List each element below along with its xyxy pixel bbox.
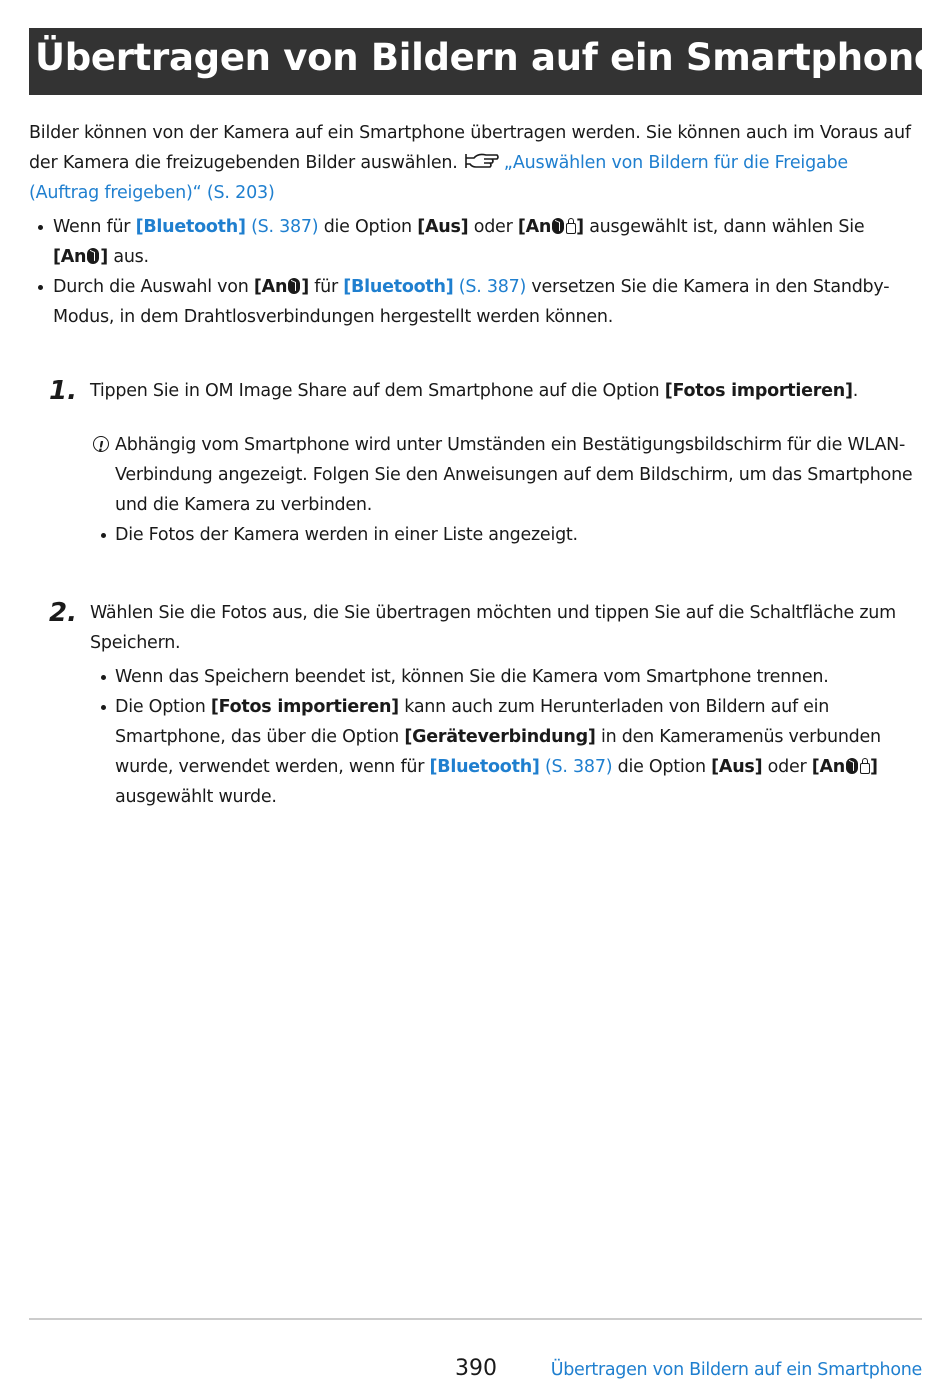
page-number: 390 — [455, 1356, 497, 1381]
text: oder — [473, 217, 513, 237]
caution-text: Abhängig vom Smartphone wird unter Umständen ein Bestätigungsbildschirm für die WLAN-Verbindung angezeigt. Folgen Sie den Anweisungen auf dem Bildschirm, um das Smartphone und die Kamera zu verbinden. — [115, 435, 913, 515]
bluetooth-icon — [288, 278, 300, 294]
caution-note — [90, 430, 914, 520]
option-geraeteverbindung: [Geräteverbindung] — [404, 727, 596, 747]
text: [An — [253, 277, 288, 297]
text: kann auch zum Herunterladen von Bildern auf ein Smartphone, das über die Option — [115, 697, 830, 747]
step-2 — [29, 598, 914, 658]
text: ] — [870, 757, 878, 777]
lock-icon — [566, 223, 576, 234]
list-item — [29, 272, 914, 332]
option-an-lock — [518, 217, 584, 237]
bluetooth-link[interactable]: [Bluetooth] — [343, 277, 454, 297]
intro-text: Bilder können von der Kamera auf ein Smartphone übertragen werden. Sie können auch im Voraus auf der Kamera die freizugebenden Bilder auswählen. — [29, 123, 911, 173]
text: die Option — [617, 757, 706, 777]
text: Durch die Auswahl von — [53, 277, 249, 297]
page-content — [29, 118, 914, 812]
text: Wenn für — [53, 217, 131, 237]
option-aus: [Aus] — [711, 757, 763, 777]
text: aus. — [113, 247, 149, 267]
bluetooth-link[interactable]: [Bluetooth] — [429, 757, 540, 777]
text: [An — [811, 757, 846, 777]
list-item — [90, 692, 914, 812]
lock-icon — [860, 763, 870, 774]
text: . — [852, 381, 859, 401]
option-an — [53, 247, 108, 267]
page-ref-link[interactable]: (S. 387) — [544, 757, 613, 777]
text: ] — [576, 217, 584, 237]
page-ref-link[interactable]: (S. 387) — [251, 217, 319, 237]
text: in den Kameramenüs verbunden wurde, verwendet werden, wenn für — [115, 727, 881, 777]
page-ref-link[interactable]: (S. 387) — [458, 277, 527, 297]
intro-bullet-list — [29, 212, 914, 332]
caution-icon — [93, 436, 109, 452]
step-2-details — [90, 662, 914, 812]
step-1 — [29, 376, 914, 406]
text: für — [314, 277, 338, 297]
option-fotos-importieren: [Fotos importieren] — [664, 381, 853, 401]
text: Die Option — [115, 697, 206, 717]
option-an — [254, 277, 309, 297]
bluetooth-link[interactable]: [Bluetooth] — [135, 217, 246, 237]
bluetooth-icon — [87, 248, 99, 264]
bluetooth-icon — [552, 218, 564, 234]
text: oder — [767, 757, 807, 777]
intro-paragraph — [29, 118, 914, 208]
step-number: 1. — [49, 376, 77, 406]
footer-divider — [29, 1318, 922, 1320]
text: Tippen Sie in OM Image Share auf dem Smartphone auf die Option — [90, 381, 660, 401]
list-item: Wenn das Speichern beendet ist, können Sie die Kamera vom Smartphone trennen. — [90, 662, 914, 692]
list-item: Die Fotos der Kamera werden in einer Liste angezeigt. — [90, 520, 914, 550]
step-text — [90, 376, 914, 406]
step-1-details — [90, 430, 914, 550]
step-1-bullets — [90, 520, 914, 550]
text: ausgewählt wurde. — [115, 787, 277, 807]
step-text: Wählen Sie die Fotos aus, die Sie übertragen möchten und tippen Sie auf die Schaltfläche zum Speichern. — [90, 603, 896, 653]
option-aus: [Aus] — [417, 217, 469, 237]
option-an-lock — [812, 757, 878, 777]
text: versetzen Sie die Kamera in den Standby-Modus, in dem Drahtlosverbindungen hergestellt werden können. — [53, 277, 890, 327]
text: die Option — [323, 217, 412, 237]
step-2-bullets — [90, 662, 914, 812]
text: ] — [301, 277, 309, 297]
title-bar — [29, 28, 939, 95]
text: [An — [53, 247, 87, 267]
intro-reference-link[interactable]: „Auswählen von Bildern für die Freigabe (Auftrag freigeben)“ (S. 203) — [29, 153, 848, 203]
page-title: Übertragen von Bildern auf ein Smartphone — [35, 36, 939, 79]
text: ] — [100, 247, 109, 267]
step-number: 2. — [49, 598, 77, 628]
list-item — [29, 212, 914, 272]
option-fotos-importieren: [Fotos importieren] — [210, 697, 399, 717]
bluetooth-icon — [846, 758, 858, 774]
footer-section-link[interactable]: Übertragen von Bildern auf ein Smartphone — [550, 1360, 922, 1380]
text: ausgewählt ist, dann wählen Sie — [589, 217, 865, 237]
reference-hand-icon — [464, 152, 500, 170]
text: [An — [517, 217, 552, 237]
